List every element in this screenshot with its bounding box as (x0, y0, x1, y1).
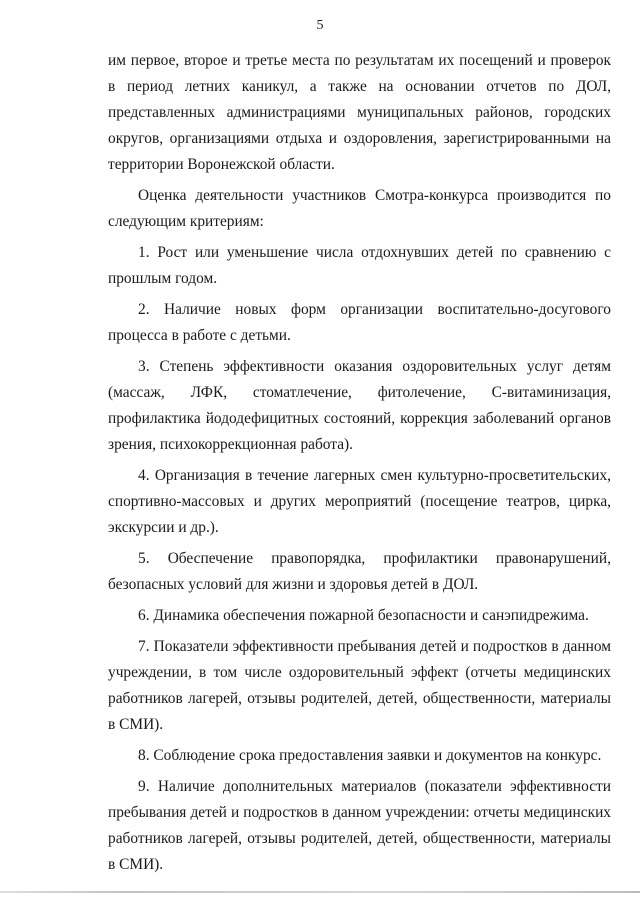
paragraph-criteria-intro: Оценка деятельности участников Смотра-конкурса производится по следующим критериям: (108, 187, 611, 230)
criterion-9: 9. Наличие дополнительных материалов (показатели эффективности пребывания детей и подростков в данном учреждении: отчеты медицинских работников лагерей, отзывы родителей, детей, общественности, материалы в СМИ). (108, 778, 611, 873)
criterion-4: 4. Организация в течение лагерных смен культурно-просветительских, спортивно-массовых и других мероприятий (посещение театров, цирка, экскурсии и др.). (108, 467, 611, 536)
document-body (108, 48, 611, 878)
criterion-2: 2. Наличие новых форм организации воспитательно-досугового процесса в работе с детьми. (108, 301, 611, 344)
criterion-5: 5. Обеспечение правопорядка, профилактики правонарушений, безопасных условий для жизни и здоровья детей в ДОЛ. (108, 550, 611, 593)
scan-edge-line (0, 891, 640, 893)
criterion-3: 3. Степень эффективности оказания оздоровительных услуг детям (массаж, ЛФК, стоматлечение, фитолечение, С-витаминизация, профилактика йододефицитных состояний, коррекция заболеваний органов зрения, психокоррекционная работа). (108, 358, 611, 453)
criterion-6: 6. Динамика обеспечения пожарной безопасности и санэпидрежима. (138, 607, 589, 624)
criterion-8: 8. Соблюдение срока предоставления заявки и документов на конкурс. (138, 747, 602, 764)
criterion-7: 7. Показатели эффективности пребывания детей и подростков в данном учреждении, в том числе оздоровительный эффект (отчеты медицинских работников лагерей, отзывы родителей, детей, общественности, материалы в СМИ). (108, 638, 611, 733)
criterion-1: 1. Рост или уменьшение числа отдохнувших детей по сравнению с прошлым годом. (108, 244, 611, 287)
page-number: 5 (316, 18, 324, 33)
paragraph-intro-continuation: им первое, второе и третье места по результатам их посещений и проверок в период летних каникул, а также на основании отчетов по ДОЛ, представленных администрациями муниципальных районов, городских округов, организациями отдыха и оздоровления, зарегистрированными на территории Воронежской области. (108, 52, 611, 173)
